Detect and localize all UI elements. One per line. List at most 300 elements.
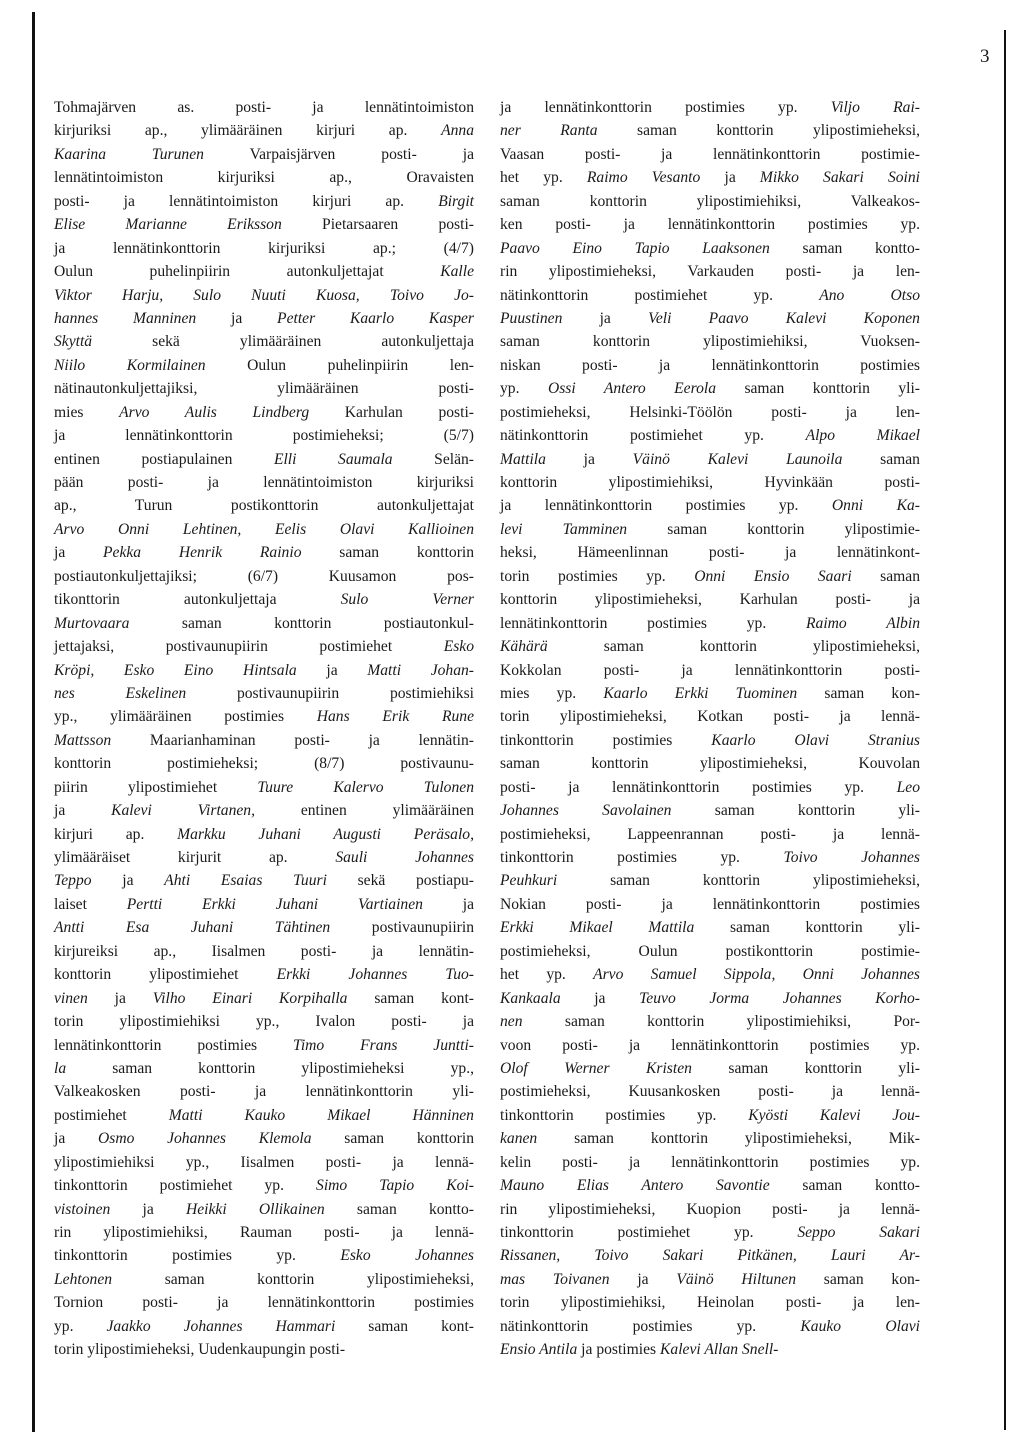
person-name: Onni Ka- — [831, 497, 920, 515]
text-line — [54, 752, 474, 775]
right-edge-bar — [1004, 30, 1006, 1430]
text-segment: ja — [54, 802, 112, 820]
text-segment: nätinkonttorin postimiehet yp. — [500, 427, 806, 445]
text-line — [500, 1268, 920, 1291]
text-line — [54, 588, 474, 611]
person-name: Elise Marianne Eriksson — [54, 216, 282, 234]
text-line — [500, 846, 920, 869]
text-segment: ja — [196, 309, 278, 327]
text-segment: yp., ylimääräinen postimies — [54, 708, 317, 726]
person-name: Alpo Mikael — [805, 427, 920, 445]
person-name: Pertti Erkki Juhani Vartiainen — [126, 895, 423, 913]
text-segment: yp. — [54, 1317, 107, 1335]
text-segment: saman konttorin ylipostimieheksi, — [112, 1270, 474, 1288]
text-segment: posti- ja lennätintoimiston kirjuri ap. — [54, 192, 439, 210]
text-line — [54, 612, 474, 635]
text-segment: postimieheksi, Oulun postikonttorin postimie- — [500, 942, 920, 960]
text-segment: saman konttorin ylipostimieheksi yp., — [66, 1059, 474, 1077]
text-segment: ylimääräiset kirjurit ap. — [54, 849, 336, 866]
text-line — [500, 260, 920, 283]
text-segment: entinen ylimääräinen — [254, 802, 474, 820]
text-segment: mies — [54, 403, 120, 421]
person-name: Teuvo Jorma Johannes Korho- — [639, 989, 920, 1007]
text-line — [500, 1034, 920, 1057]
text-line — [54, 776, 474, 799]
text-line — [54, 705, 474, 728]
text-line — [500, 1080, 920, 1103]
person-name: Mikko Sakari Soini — [759, 169, 921, 187]
text-line — [54, 869, 474, 892]
person-name: Mattila — [500, 450, 546, 468]
text-line — [500, 987, 920, 1010]
person-name: Matti Johan- — [367, 661, 474, 679]
text-segment: postivaunupiirin postimiehiksi — [186, 684, 474, 702]
text-segment: ja lennätinkonttorin postimieheksi; (5/7) — [54, 427, 474, 445]
text-segment: saman konttorin yli- — [671, 802, 920, 820]
text-line — [500, 471, 920, 494]
text-segment: saman konttorin ylipostimiehiksi, Vuoksen- — [500, 333, 920, 351]
text-line — [54, 799, 474, 822]
text-segment: saman konttorin ylipostimieheksi, Kouvolan — [500, 755, 920, 773]
person-name: Sulo Verner — [340, 591, 474, 609]
text-line — [500, 588, 920, 611]
text-line — [500, 916, 920, 939]
person-name: Timo Frans Juntti- — [293, 1036, 474, 1054]
text-segment: tinkonttorin postimiehet yp. — [500, 1224, 798, 1241]
text-segment: ja — [110, 1200, 186, 1218]
text-segment: lennätinkonttorin postimies yp. — [500, 614, 806, 632]
text-segment: saman kon- — [796, 1270, 921, 1288]
text-segment: postimieheksi, Kuusankosken posti- ja lennä- — [500, 1083, 920, 1101]
person-name: Elli Saumala — [273, 450, 393, 468]
text-line — [500, 307, 920, 330]
text-line — [54, 401, 474, 424]
text-line — [54, 729, 474, 752]
text-segment: lennätinkonttorin postimies — [54, 1036, 294, 1054]
text-segment: jettajaksi, postivaunupiirin postimiehet — [54, 638, 444, 656]
text-line — [54, 1338, 474, 1361]
text-segment: heksi, Hämeenlinnan posti- ja lennätinkont- — [500, 544, 920, 562]
text-segment: pään posti- ja lennätintoimiston kirjuriksi — [54, 474, 474, 491]
person-name: hannes Manninen — [54, 309, 197, 327]
text-segment: Karhulan posti- — [309, 403, 474, 421]
person-name: Mattsson — [54, 731, 112, 749]
text-segment: mies yp. — [500, 684, 604, 702]
text-line — [500, 448, 920, 471]
text-segment: tinkonttorin postimies yp. — [500, 1106, 749, 1124]
person-name: Kyösti Kalevi Jou- — [748, 1106, 920, 1124]
person-name: Kalevi Allan Snell- — [660, 1341, 779, 1359]
person-name: Niilo Kormilainen — [54, 356, 206, 374]
person-name: Skyttä — [54, 333, 93, 351]
text-segment: ja lennätinkonttorin postimies yp. — [500, 99, 831, 116]
text-segment: ylipostimiehiksi yp., Iisalmen posti- ja lennä- — [54, 1153, 474, 1171]
text-segment: ja — [54, 544, 104, 562]
person-name: Olof Werner Kristen — [500, 1059, 692, 1077]
person-name: Esko — [443, 638, 474, 656]
person-name: Teppo — [54, 872, 92, 890]
text-segment: saman kont- — [347, 989, 474, 1007]
text-line — [500, 166, 920, 189]
text-segment: ja — [91, 872, 165, 890]
text-segment: Tohmajärven as. posti- ja lennätintoimiston — [54, 99, 474, 116]
person-name: Osmo Johannes Klemola — [97, 1130, 312, 1148]
text-line — [500, 213, 920, 236]
text-segment: postivaunupiirin — [330, 919, 474, 937]
text-line — [500, 190, 920, 213]
text-segment: saman konttorin yli- — [694, 919, 920, 937]
text-segment: torin ylipostimiehiksi yp., Ivalon posti- ja — [54, 1013, 474, 1031]
text-line — [500, 869, 920, 892]
text-segment: ja — [560, 989, 640, 1007]
text-segment: tikonttorin autonkuljettaja — [54, 591, 341, 609]
text-line — [54, 1198, 474, 1221]
text-segment: voon posti- ja lennätinkonttorin postimies yp. — [500, 1036, 920, 1054]
text-line — [54, 682, 474, 705]
person-name: Simo Tapio Koi- — [316, 1177, 474, 1195]
text-line — [500, 1151, 920, 1174]
person-name: Pekka Henrik Rainio — [103, 544, 302, 562]
text-line — [54, 1080, 474, 1103]
text-line — [54, 424, 474, 447]
text-line — [500, 518, 920, 541]
person-name: Kankaala — [500, 989, 561, 1007]
person-name: mas Toivanen — [500, 1270, 610, 1288]
person-name: Toivo Johannes — [783, 849, 920, 866]
text-line — [54, 260, 474, 283]
person-name: Anna — [441, 122, 474, 140]
text-segment: posti- ja lennätinkonttorin postimies yp. — [500, 778, 897, 796]
left-edge-bar — [32, 12, 35, 1432]
person-name: vistoinen — [54, 1200, 111, 1218]
person-name: Tuure Kalervo Tulonen — [257, 778, 474, 796]
person-name: Antti Esa Juhani Tähtinen — [54, 919, 331, 937]
text-line — [500, 330, 920, 353]
text-line — [54, 565, 474, 588]
person-name: nes Eskelinen — [54, 684, 187, 702]
text-line — [54, 1151, 474, 1174]
text-segment: saman konttorin ylipostimiehiksi, Valkeakos- — [500, 192, 920, 210]
person-name: la — [54, 1059, 67, 1077]
person-name: Markku Juhani Augusti Peräsalo, — [177, 825, 474, 843]
text-line — [500, 940, 920, 963]
text-line — [500, 565, 920, 588]
person-name: Vilho Einari Korpihalla — [152, 989, 348, 1007]
text-segment: postiautonkuljettajiksi; (6/7) Kuusamon pos- — [54, 567, 474, 585]
person-name: Kaarlo Erkki Tuominen — [603, 684, 798, 702]
person-name: Raimo Albin — [806, 614, 920, 632]
text-line — [54, 1268, 474, 1291]
person-name: Viljo Rai- — [830, 99, 920, 116]
person-name: Erkki Johannes Tuo- — [276, 966, 474, 984]
text-segment: tinkonttorin postimiehet yp. — [54, 1177, 317, 1195]
text-line — [54, 635, 474, 658]
person-name: Ensio Antila — [500, 1341, 578, 1359]
text-segment: postimiehet — [54, 1106, 169, 1124]
text-segment: saman konttorin yli- — [716, 380, 920, 398]
person-name: Ossi Antero Eerola — [547, 380, 716, 398]
text-line — [54, 448, 474, 471]
person-name: Esko Johannes — [340, 1247, 475, 1265]
person-name: Matti Kauko Mikael Hänninen — [168, 1106, 474, 1124]
text-line — [54, 963, 474, 986]
text-column-right — [500, 96, 920, 1362]
text-segment: ja — [422, 895, 475, 913]
text-line — [500, 705, 920, 728]
text-segment: torin ylipostimieheksi, Kotkan posti- ja lennä- — [500, 708, 920, 726]
person-name: Paavo Eino Tapio Laaksonen — [500, 239, 770, 257]
text-segment: saman konttorin — [311, 1130, 474, 1148]
text-line — [54, 213, 474, 236]
text-segment: piirin ylipostimiehet — [54, 778, 258, 796]
text-segment: ja — [296, 661, 368, 679]
text-segment: Maarianhaminan posti- ja lennätin- — [111, 731, 474, 749]
text-line — [54, 1174, 474, 1197]
person-name: Seppo Sakari — [797, 1224, 920, 1241]
text-line — [500, 635, 920, 658]
text-segment: ja lennätinkonttorin postimies yp. — [500, 497, 832, 515]
text-segment: tinkonttorin postimies yp. — [500, 849, 784, 866]
text-segment: Tornion posti- ja lennätinkonttorin postimies — [54, 1294, 474, 1312]
person-name: levi Tamminen — [500, 520, 628, 538]
text-line — [500, 237, 920, 260]
text-column-left — [54, 96, 474, 1362]
text-line — [54, 377, 474, 400]
person-name: Arvo Aulis Lindberg — [119, 403, 310, 421]
text-segment: niskan posti- ja lennätinkonttorin postimies — [500, 356, 920, 374]
person-name: Kähärä — [500, 638, 548, 656]
text-segment: tinkonttorin postimies — [500, 731, 712, 749]
person-name: Kalle — [440, 263, 474, 281]
text-segment: konttorin ylipostimiehet — [54, 966, 277, 984]
text-segment: ja — [545, 450, 633, 468]
text-segment: rin ylipostimiehiksi, Rauman posti- ja lennä- — [54, 1224, 474, 1241]
person-name: Jaakko Johannes Hammari — [106, 1317, 336, 1335]
person-name: Peuhkuri — [500, 872, 558, 890]
text-segment: torin postimies yp. — [500, 567, 695, 585]
person-name: Petter Kaarlo Kasper — [277, 309, 474, 327]
text-segment: saman kont- — [335, 1317, 474, 1335]
text-line — [54, 1034, 474, 1057]
text-segment: saman — [842, 450, 920, 468]
text-line — [54, 307, 474, 330]
text-segment: kirjuriksi ap., ylimääräinen kirjuri ap. — [54, 122, 442, 140]
person-name: nen — [500, 1013, 523, 1031]
text-line — [500, 1010, 920, 1033]
text-segment: het yp. — [500, 169, 587, 187]
text-segment: ja lennätinkonttorin kirjuriksi ap.; (4/7) — [54, 239, 474, 257]
text-segment: ja postimies — [577, 1341, 660, 1359]
person-name: Johannes Savolainen — [500, 802, 672, 820]
person-name: Mauno Elias Antero Savontie — [500, 1177, 770, 1195]
text-segment: torin ylipostimieheksi, Uudenkaupungin posti- — [54, 1341, 346, 1359]
text-line — [500, 612, 920, 635]
text-segment: saman konttorin postiautonkul- — [129, 614, 474, 632]
text-line — [500, 1244, 920, 1267]
text-segment: sekä ylimääräinen autonkuljettaja — [92, 333, 474, 351]
text-segment: saman kon- — [797, 684, 920, 702]
text-segment: sekä postiapu- — [326, 872, 474, 890]
person-name: Lehtonen — [54, 1270, 113, 1288]
person-name: Viktor Harju, Sulo Nuuti Kuosa, Toivo Jo- — [54, 286, 474, 304]
text-segment: torin ylipostimiehiksi, Heinolan posti- ja len- — [500, 1294, 920, 1312]
text-line — [500, 799, 920, 822]
text-line — [54, 541, 474, 564]
text-line — [500, 401, 920, 424]
person-name: kanen — [500, 1130, 538, 1148]
person-name: Leo — [896, 778, 920, 796]
text-segment: Oulun puhelinpiirin len- — [205, 356, 474, 374]
text-line — [500, 284, 920, 307]
text-segment: ja — [609, 1270, 677, 1288]
text-segment: Pietarsaaren posti- — [281, 216, 474, 234]
person-name: Heikki Ollikainen — [185, 1200, 325, 1218]
text-segment: postimieheksi, Lappeenrannan posti- ja lennä- — [500, 825, 920, 843]
person-name: Arvo Samuel Sippola, Onni Johannes — [593, 966, 920, 984]
text-line — [54, 237, 474, 260]
person-name: Kalevi Virtanen, — [111, 802, 255, 820]
person-name: Kaarina Turunen — [54, 145, 204, 163]
text-segment: ja — [87, 989, 153, 1007]
text-segment: rin ylipostimieheksi, Varkauden posti- ja len- — [500, 263, 920, 281]
text-segment: saman konttorin ylipostimieheksi, — [557, 872, 920, 890]
text-line — [54, 916, 474, 939]
text-line — [54, 987, 474, 1010]
text-line — [54, 190, 474, 213]
text-segment: laiset — [54, 895, 127, 913]
person-name: vinen — [54, 989, 88, 1007]
text-line — [500, 143, 920, 166]
text-line — [500, 354, 920, 377]
text-segment: tinkonttorin postimies yp. — [54, 1247, 341, 1265]
text-line — [54, 893, 474, 916]
text-segment: saman kontto- — [769, 239, 920, 257]
text-line — [54, 96, 474, 119]
text-segment: yp. — [500, 380, 548, 398]
text-line — [54, 1010, 474, 1033]
text-line — [500, 752, 920, 775]
page-number: 3 — [980, 46, 990, 67]
text-segment: saman konttorin ylipostimieheksi, — [597, 122, 920, 140]
text-line — [54, 1244, 474, 1267]
text-segment: nätinkonttorin postimies yp. — [500, 1317, 801, 1335]
text-line — [54, 284, 474, 307]
text-line — [500, 823, 920, 846]
text-line — [54, 119, 474, 142]
text-line — [500, 1057, 920, 1080]
text-line — [54, 1291, 474, 1314]
text-line — [500, 1338, 920, 1361]
text-segment: Oulun puhelinpiirin autonkuljettajat — [54, 263, 441, 281]
person-name: Kröpi, Esko Eino Hintsala — [54, 661, 297, 679]
text-segment: ken posti- ja lennätinkonttorin postimies yp. — [500, 216, 920, 234]
person-name: Murtovaara — [54, 614, 130, 632]
text-segment: ap., Turun postikonttorin autonkuljettajat — [54, 497, 474, 515]
person-name: Rissanen, Toivo Sakari Pitkänen, Lauri Ar- — [500, 1247, 920, 1265]
person-name: Onni Ensio Saari — [694, 567, 852, 585]
text-line — [500, 119, 920, 142]
text-line — [500, 1221, 920, 1244]
person-name: Sauli Johannes — [335, 849, 474, 866]
text-segment: saman konttorin ylipostimieheksi, Mik- — [537, 1130, 920, 1148]
text-line — [500, 1127, 920, 1150]
person-name: Veli Paavo Kalevi Koponen — [648, 309, 920, 327]
text-segment: Selän- — [392, 450, 474, 468]
text-line — [54, 143, 474, 166]
person-name: Väinö Kalevi Launoila — [632, 450, 843, 468]
text-line — [500, 424, 920, 447]
text-segment: lennätintoimiston kirjuriksi ap., Oravaisten — [54, 169, 474, 187]
text-line — [500, 494, 920, 517]
text-segment: saman konttorin yli- — [691, 1059, 920, 1077]
text-line — [54, 471, 474, 494]
text-line — [500, 776, 920, 799]
text-line — [500, 729, 920, 752]
person-name: Kaarlo Olavi Stranius — [711, 731, 920, 749]
person-name: Ano Otso — [819, 286, 920, 304]
text-segment: Valkeakosken posti- ja lennätinkonttorin yli- — [54, 1083, 474, 1101]
text-line — [54, 659, 474, 682]
person-name: Väinö Hiltunen — [676, 1270, 796, 1288]
text-segment: ja — [562, 309, 649, 327]
person-name: Kauko Olavi — [800, 1317, 920, 1335]
text-line — [500, 1104, 920, 1127]
text-segment: ja — [54, 1130, 98, 1148]
text-segment: saman kontto- — [324, 1200, 474, 1218]
text-line — [54, 166, 474, 189]
text-line — [54, 1127, 474, 1150]
person-name: Arvo Onni Lehtinen, Eelis Olavi Kallioinen — [54, 520, 474, 538]
text-line — [500, 893, 920, 916]
text-segment: nätinkonttorin postimiehet yp. — [500, 286, 820, 304]
text-line — [500, 682, 920, 705]
text-segment: saman konttorin ylipostimiehiksi, Por- — [522, 1013, 920, 1031]
text-segment: Nokian posti- ja lennätinkonttorin postimies — [500, 895, 920, 913]
text-line — [54, 1104, 474, 1127]
text-segment: saman — [851, 567, 920, 585]
text-line — [500, 1291, 920, 1314]
text-segment: kelin posti- ja lennätinkonttorin postimies yp. — [500, 1153, 920, 1171]
text-segment: konttorin ylipostimieheksi, Karhulan posti- ja — [500, 591, 920, 609]
person-name: ner Ranta — [500, 122, 598, 140]
text-segment: nätinautonkuljettajiksi, ylimääräinen posti- — [54, 380, 474, 398]
text-segment: Kokkolan posti- ja lennätinkonttorin posti- — [500, 661, 920, 679]
text-segment: konttorin ylipostimiehiksi, Hyvinkään posti- — [500, 474, 920, 491]
text-line — [54, 823, 474, 846]
text-segment: het yp. — [500, 966, 594, 984]
text-line — [500, 1315, 920, 1338]
person-name: Erkki Mikael Mattila — [500, 919, 695, 937]
text-segment: postimieheksi, Helsinki-Töölön posti- ja len- — [500, 403, 920, 421]
person-name: Raimo Vesanto — [586, 169, 701, 187]
text-segment: saman kontto- — [769, 1177, 920, 1195]
text-line — [54, 330, 474, 353]
text-line — [500, 541, 920, 564]
text-line — [54, 1315, 474, 1338]
text-segment: saman konttorin ylipostimie- — [627, 520, 920, 538]
text-segment: Vaasan posti- ja lennätinkonttorin postimie- — [500, 145, 920, 163]
person-name: Birgit — [438, 192, 474, 210]
text-line — [54, 354, 474, 377]
text-segment: konttorin postimieheksi; (8/7) postivaunu- — [54, 755, 474, 773]
text-line — [54, 1221, 474, 1244]
text-line — [500, 1174, 920, 1197]
text-line — [54, 846, 474, 869]
text-segment: kirjuri ap. — [54, 825, 178, 843]
text-line — [500, 659, 920, 682]
text-segment: saman konttorin ylipostimieheksi, — [547, 638, 920, 656]
text-line — [500, 963, 920, 986]
